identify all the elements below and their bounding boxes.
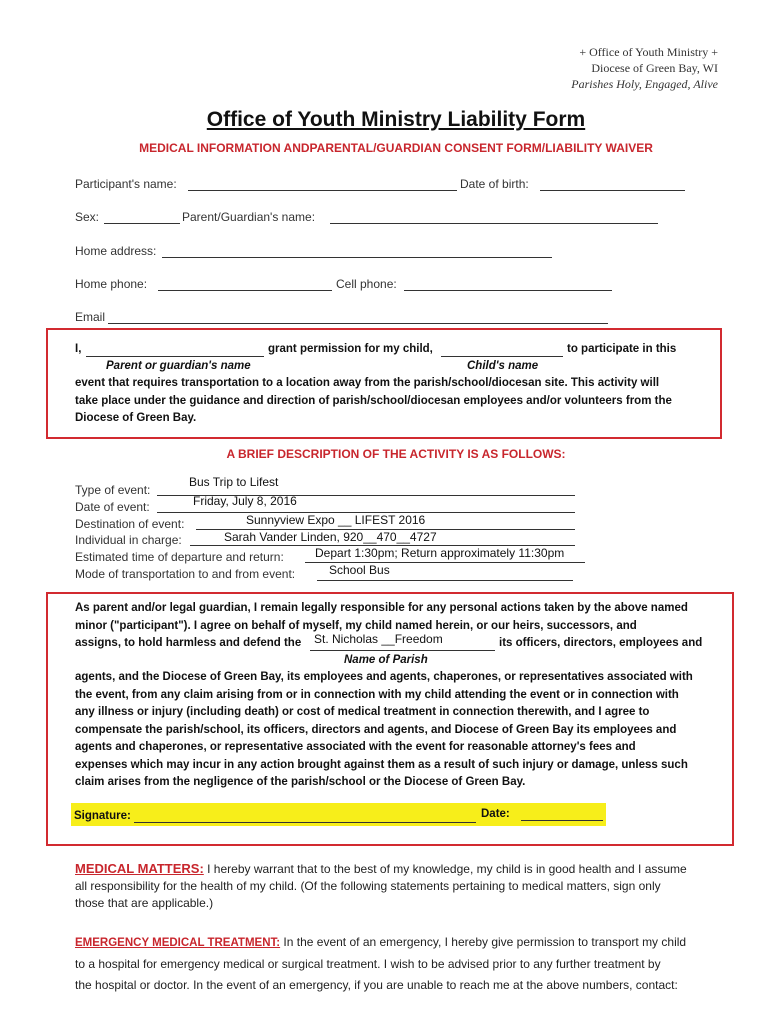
child-name-field[interactable] bbox=[441, 356, 563, 357]
permission-grant-text: grant permission for my child, bbox=[268, 343, 433, 355]
sex-field[interactable] bbox=[104, 223, 180, 224]
letterhead-office: + Office of Youth Ministry + bbox=[579, 45, 718, 59]
signature-label: Signature: bbox=[74, 810, 131, 822]
participant-name-field[interactable] bbox=[188, 190, 457, 191]
waiver-line-3a: assigns, to hold harmless and defend the bbox=[75, 637, 302, 649]
waiver-body-line: compensate the parish/school, its officers, directors and agents, and Diocese of Green Bay its employees and bbox=[75, 724, 677, 736]
medical-text-3: those that are applicable.) bbox=[75, 896, 214, 910]
transport-value[interactable]: School Bus bbox=[329, 563, 390, 577]
letterhead-diocese: Diocese of Green Bay, WI bbox=[591, 61, 718, 75]
dob-label: Date of birth: bbox=[460, 177, 529, 191]
permission-participate-text: to participate in this bbox=[567, 343, 677, 355]
waiver-line-3b: its officers, directors, employees and bbox=[499, 637, 703, 649]
waiver-body-line: the event, from any claim arising from or in connection with my child attending the event or in connection with bbox=[75, 689, 679, 701]
permission-line-3: Diocese of Green Bay. bbox=[75, 412, 197, 424]
event-date-value[interactable]: Friday, July 8, 2016 bbox=[193, 494, 297, 508]
cell-phone-label: Cell phone: bbox=[336, 277, 397, 291]
destination-value[interactable]: Sunnyview Expo __ LIFEST 2016 bbox=[246, 513, 426, 527]
emergency-text-1: In the event of an emergency, I hereby give permission to transport my child bbox=[280, 935, 687, 949]
guardian-name-field[interactable] bbox=[330, 223, 658, 224]
parish-value[interactable]: St. Nicholas __Freedom bbox=[314, 632, 443, 646]
home-phone-label: Home phone: bbox=[75, 277, 148, 291]
time-value[interactable]: Depart 1:30pm; Return approximately 11:30pm bbox=[315, 546, 565, 560]
waiver-body-line: any illness or injury (including death) or cost of medical treatment in connection therewith, and I agree to bbox=[75, 706, 650, 718]
parish-line bbox=[310, 650, 495, 651]
parish-caption: Name of Parish bbox=[344, 654, 428, 666]
activity-heading: A BRIEF DESCRIPTION OF THE ACTIVITY IS AS FOLLOWS: bbox=[226, 447, 566, 461]
individual-value[interactable]: Sarah Vander Linden, 920__470__4727 bbox=[224, 530, 437, 544]
parent-name-caption: Parent or guardian's name bbox=[106, 360, 251, 372]
emergency-text-3: the hospital or doctor. In the event of an emergency, if you are unable to reach me at the above numbers, contact: bbox=[75, 978, 678, 992]
waiver-line-1: As parent and/or legal guardian, I remain legally responsible for any personal actions taken by the above named bbox=[75, 602, 688, 614]
date-label: Date: bbox=[481, 808, 510, 820]
guardian-name-label: Parent/Guardian's name: bbox=[182, 210, 316, 224]
permission-line-1: event that requires transportation to a location away from the parish/school/diocesan site. This activity will bbox=[75, 377, 660, 389]
home-phone-field[interactable] bbox=[158, 290, 332, 291]
email-label: Email bbox=[75, 310, 106, 324]
medical-text-2: all responsibility for the health of my child. (Of the following statements pertaining to medical matters, sign only bbox=[75, 879, 661, 893]
waiver-line-2: minor ("participant"). I agree on behalf of myself, my child named herein, or our heirs, successors, and bbox=[75, 620, 637, 632]
event-type-value[interactable]: Bus Trip to Lifest bbox=[189, 475, 279, 489]
page-subtitle: MEDICAL INFORMATION ANDPARENTAL/GUARDIAN CONSENT FORM/LIABILITY WAIVER bbox=[139, 141, 653, 155]
waiver-body-line: agents, and the Diocese of Green Bay, its employees and agents, chaperones, or representatives associated with bbox=[75, 671, 693, 683]
emergency-text-2: to a hospital for emergency medical or surgical treatment. I wish to be advised prior to any further treatment by bbox=[75, 957, 661, 971]
medical-heading: MEDICAL MATTERS: bbox=[75, 861, 204, 876]
home-address-field[interactable] bbox=[162, 257, 552, 258]
emergency-heading: EMERGENCY MEDICAL TREATMENT: bbox=[75, 937, 281, 949]
emergency-paragraph bbox=[75, 932, 715, 996]
page-title: Office of Youth Ministry Liability Form bbox=[206, 108, 586, 131]
permission-line-2: take place under the guidance and direction of parish/school/diocesan employees and/or volunteers from the bbox=[75, 395, 672, 407]
transport-label: Mode of transportation to and from event: bbox=[75, 567, 296, 581]
signature-field[interactable] bbox=[134, 822, 476, 823]
individual-label: Individual in charge: bbox=[75, 533, 182, 547]
home-address-label: Home address: bbox=[75, 244, 157, 258]
email-field[interactable] bbox=[108, 323, 608, 324]
permission-i: I, bbox=[75, 343, 82, 355]
destination-label: Destination of event: bbox=[75, 517, 185, 531]
transport-line bbox=[317, 580, 573, 581]
sex-label: Sex: bbox=[75, 210, 100, 224]
cell-phone-field[interactable] bbox=[404, 290, 612, 291]
signature-date-field[interactable] bbox=[521, 820, 603, 821]
time-label: Estimated time of departure and return: bbox=[75, 550, 284, 564]
parent-name-field[interactable] bbox=[86, 356, 264, 357]
dob-field[interactable] bbox=[540, 190, 685, 191]
medical-text-1: I hereby warrant that to the best of my knowledge, my child is in good health and I assume bbox=[203, 862, 687, 876]
waiver-body-line: expenses which may incur in any action brought against them as a result of such injury or damage, unless such bbox=[75, 759, 688, 771]
waiver-body-line: claim arises from the negligence of the parish/school or the Diocese of Green Bay. bbox=[75, 776, 526, 788]
waiver-body-line: agents and chaperones, or representative associated with the event for reasonable attorney's fees and bbox=[75, 741, 636, 753]
event-type-label: Type of event: bbox=[75, 483, 151, 497]
child-name-caption: Child's name bbox=[467, 360, 539, 372]
letterhead-motto: Parishes Holy, Engaged, Alive bbox=[571, 77, 718, 91]
participant-name-label: Participant's name: bbox=[75, 177, 177, 191]
event-date-label: Date of event: bbox=[75, 500, 150, 514]
medical-paragraph bbox=[75, 860, 715, 912]
